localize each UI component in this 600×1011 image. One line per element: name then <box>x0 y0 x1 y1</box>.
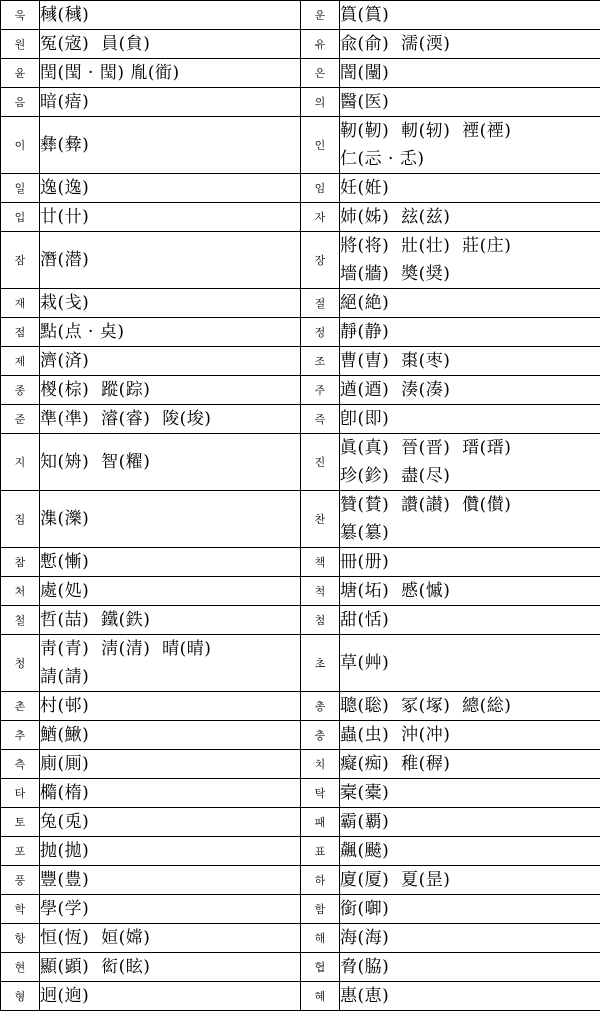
right-characters-cell: 聰(聡) 冢(塚) 總(総) <box>340 692 600 721</box>
right-reading-cell: 즉 <box>301 405 340 434</box>
left-characters-cell: 兔(兎) <box>40 808 301 837</box>
left-reading-cell: 측 <box>1 750 40 779</box>
right-characters-cell: 曹(曺) 棗(枣) <box>340 347 600 376</box>
left-reading-cell: 준 <box>1 405 40 434</box>
table-row <box>1 30 600 59</box>
table-row <box>1 405 600 434</box>
right-characters-cell: 靜(静) <box>340 318 600 347</box>
left-characters-cell: 逸(逸) <box>40 174 301 203</box>
left-reading-cell: 원 <box>1 30 40 59</box>
left-characters-cell: 哲(喆) 鐵(鉄) <box>40 606 301 635</box>
left-characters-cell: 村(邨) <box>40 692 301 721</box>
left-reading-cell: 풍 <box>1 866 40 895</box>
right-reading-cell: 장 <box>301 232 340 289</box>
left-characters-cell: 慙(慚) <box>40 548 301 577</box>
right-characters-cell: 草(艸) <box>340 635 600 692</box>
left-reading-cell: 토 <box>1 808 40 837</box>
right-characters-cell: 癡(痴) 稚(稺) <box>340 750 600 779</box>
right-characters-cell: 兪(俞) 濡(渜) <box>340 30 600 59</box>
right-characters-cell: 蟲(虫) 沖(冲) <box>340 721 600 750</box>
right-reading-cell: 총 <box>301 692 340 721</box>
left-characters-cell: 豐(豊) <box>40 866 301 895</box>
table-row <box>1 318 600 347</box>
left-characters-cell: 潗(濼) <box>40 491 301 548</box>
right-reading-cell: 책 <box>301 548 340 577</box>
table-row <box>1 808 600 837</box>
right-characters-cell: 靭(靭) 軔(轫) 禋(禋) 仁(忈 · 忎) <box>340 117 600 174</box>
table-body <box>1 1 600 1011</box>
right-characters-cell: 脅(脇) <box>340 953 600 982</box>
right-reading-cell: 은 <box>301 59 340 88</box>
table-row <box>1 721 600 750</box>
left-reading-cell: 학 <box>1 895 40 924</box>
right-characters-cell: 海(海) <box>340 924 600 953</box>
right-reading-cell: 주 <box>301 376 340 405</box>
left-characters-cell: 顯(顕) 衒(眩) <box>40 953 301 982</box>
right-reading-cell: 인 <box>301 117 340 174</box>
left-characters-cell: 廿(卄) <box>40 203 301 232</box>
right-reading-cell: 해 <box>301 924 340 953</box>
left-characters-cell: 椶(棕) 蹤(踪) <box>40 376 301 405</box>
right-reading-cell: 척 <box>301 577 340 606</box>
table-row <box>1 117 600 174</box>
right-reading-cell: 탁 <box>301 779 340 808</box>
table-row <box>1 606 600 635</box>
left-reading-cell: 형 <box>1 982 40 1011</box>
left-characters-cell: 栽(戋) <box>40 289 301 318</box>
right-characters-cell: 篔(篔) <box>340 1 600 30</box>
right-reading-cell: 임 <box>301 174 340 203</box>
left-reading-cell: 재 <box>1 289 40 318</box>
left-reading-cell: 청 <box>1 635 40 692</box>
left-characters-cell: 稶(稶) <box>40 1 301 30</box>
left-reading-cell: 음 <box>1 88 40 117</box>
table-row <box>1 750 600 779</box>
right-characters-cell: 誾(闉) <box>340 59 600 88</box>
left-reading-cell: 이 <box>1 117 40 174</box>
left-reading-cell: 잠 <box>1 232 40 289</box>
table-row <box>1 491 600 548</box>
left-reading-cell: 일 <box>1 174 40 203</box>
table-row <box>1 837 600 866</box>
left-characters-cell: 點(点 · 奌) <box>40 318 301 347</box>
right-characters-cell: 妊(姙) <box>340 174 600 203</box>
left-characters-cell: 彝(彜) <box>40 117 301 174</box>
right-reading-cell: 패 <box>301 808 340 837</box>
right-characters-cell: 惠(恵) <box>340 982 600 1011</box>
table-row <box>1 866 600 895</box>
right-reading-cell: 초 <box>301 635 340 692</box>
left-characters-cell: 恒(恆) 姮(嫦) <box>40 924 301 953</box>
right-reading-cell: 유 <box>301 30 340 59</box>
right-reading-cell: 협 <box>301 953 340 982</box>
right-characters-cell: 霸(覇) <box>340 808 600 837</box>
left-characters-cell: 冤(宼) 員(貟) <box>40 30 301 59</box>
table-row <box>1 232 600 289</box>
left-characters-cell: 廁(厠) <box>40 750 301 779</box>
right-reading-cell: 의 <box>301 88 340 117</box>
left-characters-cell: 學(学) <box>40 895 301 924</box>
left-characters-cell: 鰌(鰍) <box>40 721 301 750</box>
table-row <box>1 347 600 376</box>
right-reading-cell: 첨 <box>301 606 340 635</box>
left-reading-cell: 제 <box>1 347 40 376</box>
table-row <box>1 376 600 405</box>
table-row <box>1 289 600 318</box>
left-characters-cell: 橢(楕) <box>40 779 301 808</box>
left-reading-cell: 현 <box>1 953 40 982</box>
left-reading-cell: 점 <box>1 318 40 347</box>
right-reading-cell: 절 <box>301 289 340 318</box>
right-characters-cell: 遒(逎) 湊(凑) <box>340 376 600 405</box>
right-characters-cell: 甜(恬) <box>340 606 600 635</box>
right-reading-cell: 진 <box>301 434 340 491</box>
left-reading-cell: 욱 <box>1 1 40 30</box>
right-reading-cell: 표 <box>301 837 340 866</box>
left-reading-cell: 철 <box>1 606 40 635</box>
right-reading-cell: 운 <box>301 1 340 30</box>
table-row <box>1 635 600 692</box>
table-row <box>1 59 600 88</box>
right-reading-cell: 조 <box>301 347 340 376</box>
left-reading-cell: 항 <box>1 924 40 953</box>
left-reading-cell: 타 <box>1 779 40 808</box>
table-row <box>1 577 600 606</box>
right-characters-cell: 絕(絶) <box>340 289 600 318</box>
right-characters-cell: 醫(医) <box>340 88 600 117</box>
left-characters-cell: 暗(瘖) <box>40 88 301 117</box>
left-reading-cell: 참 <box>1 548 40 577</box>
left-characters-cell: 知(矪) 智(䊮) <box>40 434 301 491</box>
right-characters-cell: 槖(橐) <box>340 779 600 808</box>
left-reading-cell: 집 <box>1 491 40 548</box>
table-row <box>1 174 600 203</box>
right-characters-cell: 眞(真) 晉(晋) 瑨(瑨) 珍(鉁) 盡(尽) <box>340 434 600 491</box>
right-characters-cell: 將(将) 壯(壮) 莊(庄) 墻(牆) 奬(奨) <box>340 232 600 289</box>
left-characters-cell: 抛(拋) <box>40 837 301 866</box>
right-characters-cell: 廈(厦) 夏(昰) <box>340 866 600 895</box>
left-reading-cell: 처 <box>1 577 40 606</box>
left-reading-cell: 입 <box>1 203 40 232</box>
left-reading-cell: 포 <box>1 837 40 866</box>
right-characters-cell: 塘(坧) 慼(慽) <box>340 577 600 606</box>
left-reading-cell: 윤 <box>1 59 40 88</box>
left-reading-cell: 촌 <box>1 692 40 721</box>
right-reading-cell: 혜 <box>301 982 340 1011</box>
left-reading-cell: 지 <box>1 434 40 491</box>
table-row <box>1 924 600 953</box>
right-characters-cell: 贊(賛) 讚(讃) 儹(儧) 簒(簒) <box>340 491 600 548</box>
left-characters-cell: 閏(閠 · 閠) 胤(衜) <box>40 59 301 88</box>
table-row <box>1 779 600 808</box>
right-characters-cell: 姉(姊) 玆(兹) <box>340 203 600 232</box>
right-characters-cell: 飆(飇) <box>340 837 600 866</box>
right-characters-cell: 冊(册) <box>340 548 600 577</box>
right-reading-cell: 함 <box>301 895 340 924</box>
left-characters-cell: 潛(潜) <box>40 232 301 289</box>
left-characters-cell: 濟(済) <box>40 347 301 376</box>
right-reading-cell: 정 <box>301 318 340 347</box>
left-reading-cell: 종 <box>1 376 40 405</box>
right-reading-cell: 자 <box>301 203 340 232</box>
table-row <box>1 953 600 982</box>
table-row <box>1 88 600 117</box>
right-reading-cell: 하 <box>301 866 340 895</box>
table-row <box>1 982 600 1011</box>
table-row <box>1 203 600 232</box>
right-characters-cell: 卽(即) <box>340 405 600 434</box>
left-characters-cell: 處(処) <box>40 577 301 606</box>
left-characters-cell: 準(凖) 濬(睿) 陖(埈) <box>40 405 301 434</box>
left-characters-cell: 迥(逈) <box>40 982 301 1011</box>
table-row <box>1 895 600 924</box>
left-characters-cell: 靑(青) 淸(清) 晴(晴) 請(請) <box>40 635 301 692</box>
left-reading-cell: 추 <box>1 721 40 750</box>
table-row <box>1 692 600 721</box>
right-reading-cell: 충 <box>301 721 340 750</box>
right-reading-cell: 찬 <box>301 491 340 548</box>
right-reading-cell: 치 <box>301 750 340 779</box>
table-row <box>1 434 600 491</box>
table-row <box>1 548 600 577</box>
right-characters-cell: 銜(啣) <box>340 895 600 924</box>
table-row <box>1 1 600 30</box>
